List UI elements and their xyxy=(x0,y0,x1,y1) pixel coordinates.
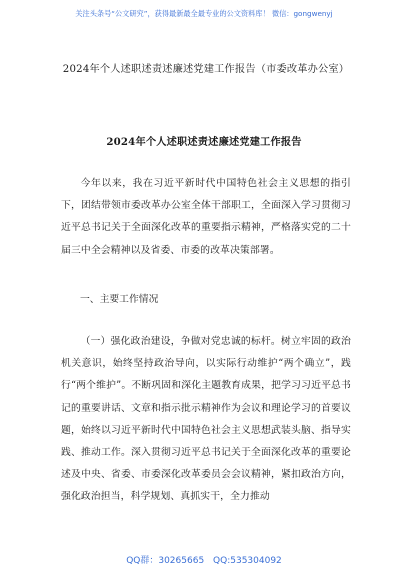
section-paragraph: （一）强化政治建设，争做对党忠诚的标杆。树立牢固的政治机关意识，始终坚持政治导向，以实际行动维护“两个确立”，践行“两个维护”。不断巩固和深化主题教育成果，把学习习近平总书记的重要讲话、文章和指示批示精神作为会议和理论学习的首要议题，始终以习近平新时代中国特色社会主义思想武装头脑、指导实践、推动工作。深入贯彻习近平总书记关于全面深化改革的重要论述及中央、省委、市委深化改革委员会会议精神，紧扣政治方向，强化政治担当，科学规划、真抓实干，全力推动 xyxy=(61,336,351,503)
document-subtitle: 2024年个人述职述责述廉述党建工作报告 xyxy=(106,136,302,148)
intro-paragraph: 今年以来，我在习近平新时代中国特色社会主义思想的指引下，团结带领市委改革办公室全体干部职工，全面深入学习贯彻习近平总书记关于全面深化改革的重要指示精神，严格落实党的二十届三中全会精神以及省委、市委的改革决策部署。 xyxy=(61,178,351,256)
footer-qq-number: QQ:535304092 xyxy=(213,556,282,566)
header-promo-note: 关注头条号“公文研究”，获得最新最全最专业的公文资料库！ 微信：gongwenyj xyxy=(75,9,333,18)
footer-qq-group: QQ群：30265665 xyxy=(126,556,205,566)
document-title: 2024年个人述职述责述廉述党建工作报告（市委改革办公室） xyxy=(62,64,350,75)
section-heading: 一、主要工作情况 xyxy=(80,294,159,305)
footer-contact xyxy=(0,553,408,566)
